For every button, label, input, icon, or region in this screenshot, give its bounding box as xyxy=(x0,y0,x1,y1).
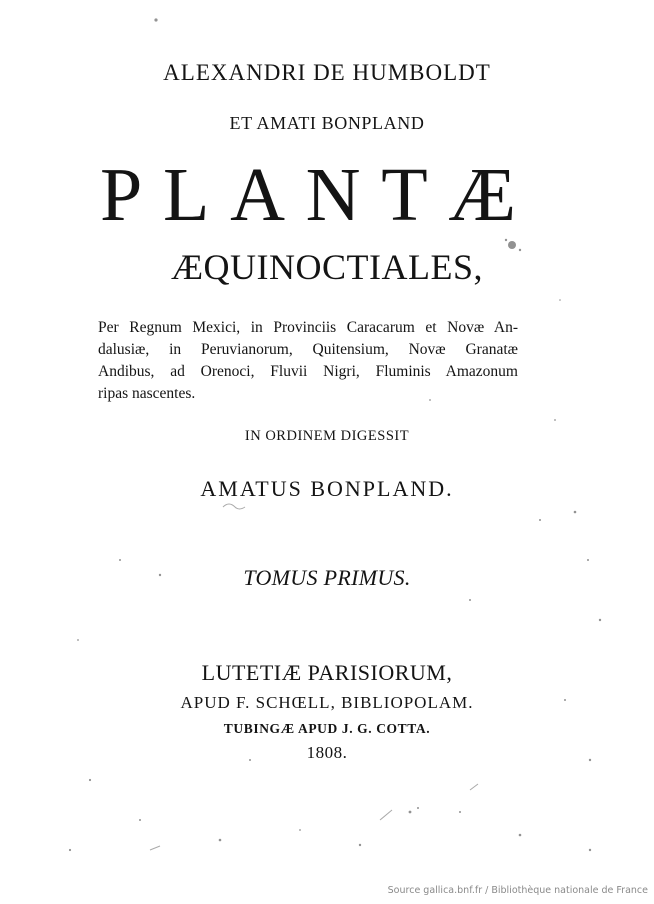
imprint-city: LUTETIÆ PARISIORUM, xyxy=(201,660,453,685)
title-letter: A xyxy=(230,153,285,237)
title-letter: L xyxy=(162,153,210,237)
publication-year: 1808. xyxy=(306,743,348,762)
description-paragraph xyxy=(98,317,518,405)
title-letter: P xyxy=(100,153,143,237)
editor-name: AMATUS BONPLAND. xyxy=(200,476,454,501)
imprint-publisher: APUD F. SCHŒLL, BIBLIOPOLAM. xyxy=(180,693,474,712)
description-line: Per Regnum Mexici, in Provinciis Caracarum et Novæ An- xyxy=(98,319,518,336)
title-letter: T xyxy=(381,153,428,237)
description-line: ripas nascentes. xyxy=(98,385,196,402)
title-letter: Æ xyxy=(448,153,516,237)
author-line-1: ALEXANDRI DE HUMBOLDT xyxy=(163,60,491,85)
author-line-2: ET AMATI BONPLAND xyxy=(229,113,425,133)
source-credit: Source gallica.bnf.fr / Bibliothèque nationale de France xyxy=(387,885,648,896)
description-line: Andibus, ad Orenoci, Fluvii Nigri, Fluminis Amazonum xyxy=(98,363,518,380)
in-ordinem-line: IN ORDINEM DIGESSIT xyxy=(244,428,410,444)
volume-label: TOMUS PRIMUS. xyxy=(243,565,411,590)
imprint-second-publisher: TUBINGÆ APUD J. G. COTTA. xyxy=(223,721,431,736)
subtitle: ÆQUINOCTIALES, xyxy=(171,247,483,287)
description-line: dalusiæ, in Peruvianorum, Quitensium, Novæ Granatæ xyxy=(98,341,518,358)
title-letter: N xyxy=(305,153,361,237)
main-title xyxy=(100,150,516,240)
